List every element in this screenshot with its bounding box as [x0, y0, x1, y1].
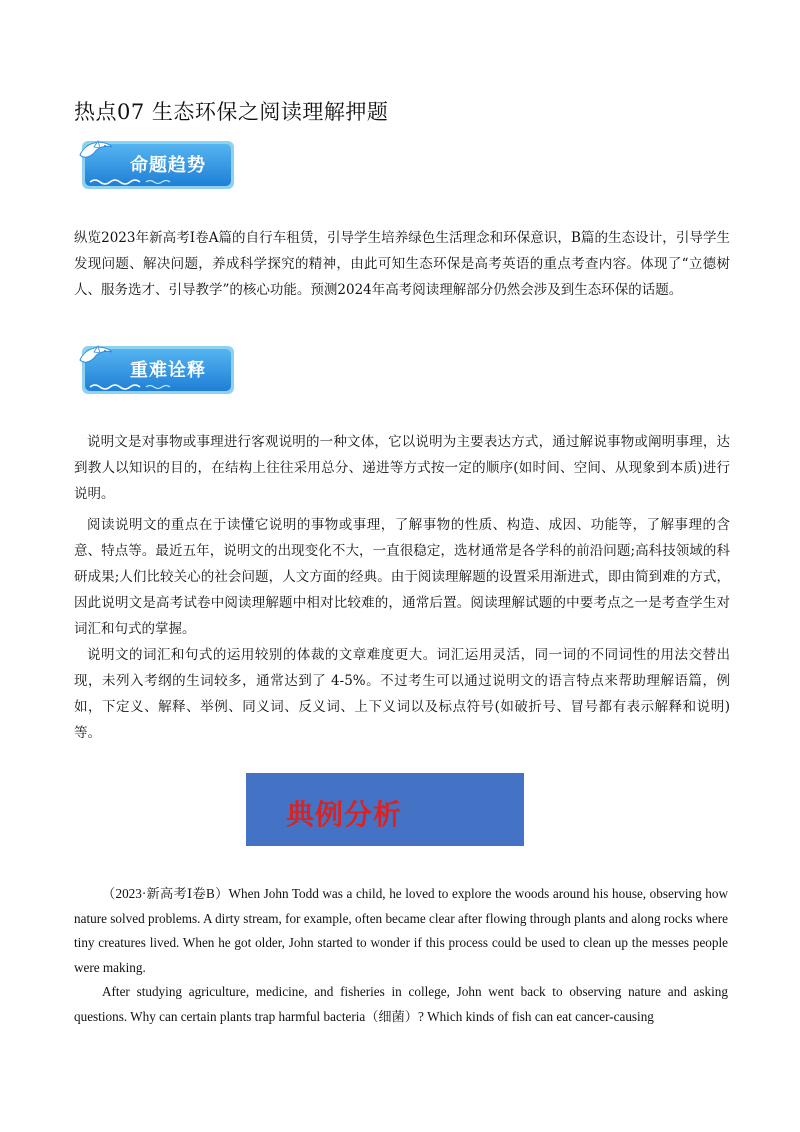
explanation-paragraph-2: 阅读说明文的重点在于读懂它说明的事物或事理，了解事物的性质、构造、成因、功能等，了解事理的含意、特点等。最近五年，说明文的出现变化不大，一直很稳定，选材通常是各学科的前沿问题;高科技领域的科研成果;人们比较关心的社会问题，人文方面的经典。由于阅读理解题的设置采用渐进式，即由简到难的方式，因此说明文是高考试卷中阅读理解题中相对比较难的，通常后置。阅读理解试题的中要考点之一是考查学生对词汇和句式的掌握。 — [74, 517, 730, 637]
page-title: 热点07 生态环保之阅读理解押题 — [74, 100, 389, 124]
explanation-paragraph-3: 说明文的词汇和句式的运用较别的体裁的文章难度更大。词汇运用灵活，同一词的不同词性的用法交替出现，未列入考纲的生词较多，通常达到了 4-5%。不过考生可以通过说明文的语言特点来帮助理解语篇，例如，下定义、解释、举例、同义词、反义词、上下义词以及标点符号(如破折号、冒号都有表示解释和说明)等。 — [74, 647, 730, 741]
example-analysis-label: 典例分析 — [286, 798, 403, 831]
banner-label: 命题趋势 — [130, 155, 206, 176]
intro-paragraph: 纵览2023年新高考Ⅰ卷A篇的自行车租赁，引导学生培养绿色生活理念和环保意识，B篇的生态设计，引导学生发现问题、解决问题，养成科学探究的精神，由此可知生态环保是高考英语的重点考查内容。体现了“立德树人、服务选才、引导教学”的核心功能。预测2024年高考阅读理解部分仍然会涉及到生态环保的话题。 — [74, 230, 730, 298]
example-analysis-box — [246, 773, 524, 846]
passage-paragraph-2: After studying agriculture, medicine, and fisheries in college, John went back to observing nature and asking questions. Why can certain plants trap harmful bacteria（细菌）? Which kinds of fish can eat cancer-causing — [74, 984, 728, 1024]
section-banner-trend — [76, 137, 238, 193]
explanation-paragraph-1: 说明文是对事物或事理进行客观说明的一种文体，它以说明为主要表达方式，通过解说事物或阐明事理，达到教人以知识的目的，在结构上往往采用总分、递进等方式按一定的顺序(如时间、空间、从现象到本质)进行说明。 — [74, 434, 730, 502]
passage-paragraph-1: （2023·新高考Ⅰ卷B）When John Todd was a child, he loved to explore the woods around his house, observing how nature solved problems. A dirty stream, for example, often became clear after flowing through plants and along rocks where tiny creatures lived. When he got older, John started to wonder if this process could be used to clean up the messes people were making. — [74, 886, 728, 975]
banner-label: 重难诠释 — [130, 360, 206, 381]
section-banner-key-points — [76, 342, 238, 398]
